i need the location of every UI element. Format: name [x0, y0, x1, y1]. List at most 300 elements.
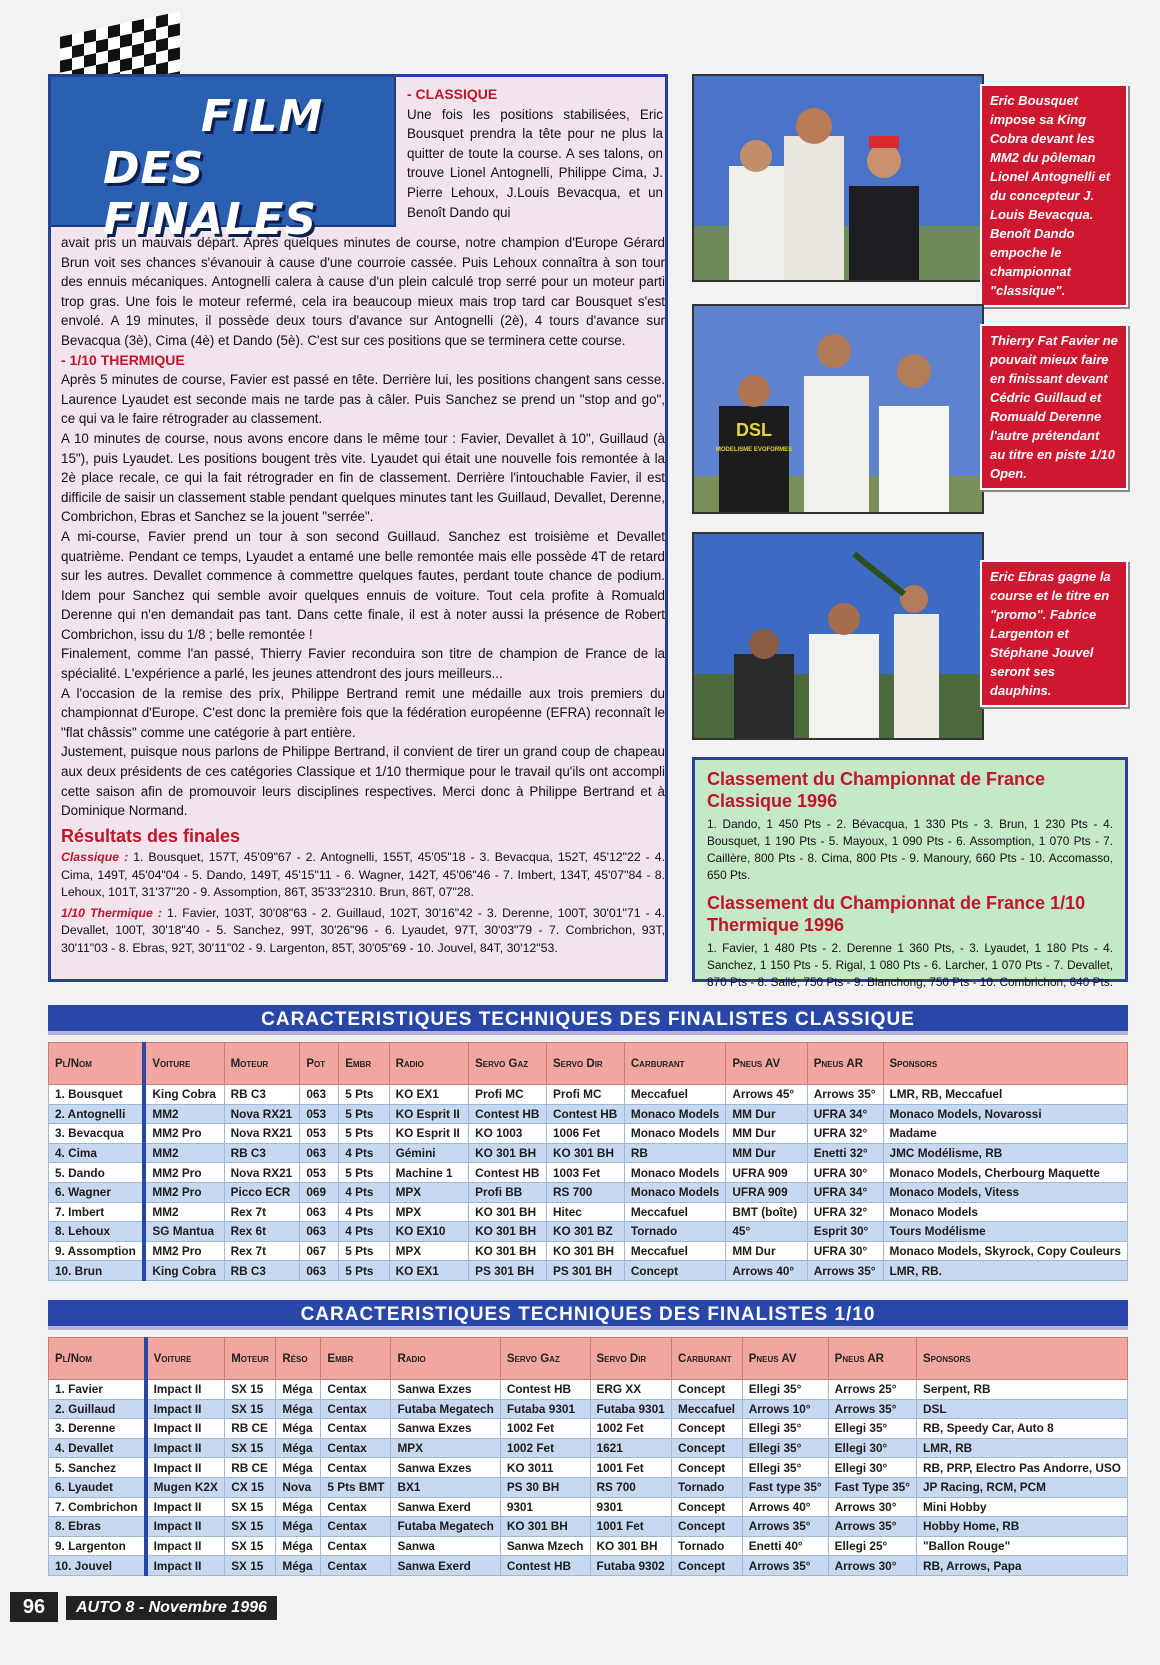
table-cell: 1002 Fet: [500, 1419, 590, 1439]
column-header: Servo Gaz: [469, 1043, 547, 1085]
table-cell: Ellegi 35°: [742, 1438, 828, 1458]
table-header-row: [49, 1338, 1128, 1380]
paragraph-classique-cont: avait pris un mauvais départ. Après quelques minutes de course, notre champion d'Europe Gérard Brun voit ses chances s'évanouir à cause d'une courroie cassée. Puis Lehoux connaîtra à son tour des ennuis mécaniques. Antognelli calera à cause d'un plein calculé trop serré pour un moteur parti trop gras. Une fois le moteur refermé, cela ira beaucoup mieux mais trop tard car Bousquet s'est envolé. A 19 minutes, il possède deux tours d'avance sur Antognelli (2è), 4 tours d'avance sur Bevacqua (3è), Cima (4è) et Dando (5è). C'est sur ces positions que se terminera cette course.: [61, 235, 665, 348]
table-cell: 5. Sanchez: [49, 1458, 146, 1478]
table-cell: 2. Antognelli: [49, 1104, 145, 1124]
table-row: [49, 1556, 1128, 1576]
table-cell: Ellegi 35°: [742, 1419, 828, 1439]
table-cell: Centax: [321, 1497, 391, 1517]
table-cell: 5 Pts: [339, 1124, 389, 1144]
table-cell: Monaco Models: [624, 1104, 725, 1124]
results-classique: [61, 849, 665, 902]
table-cell: 3. Bevacqua: [49, 1124, 145, 1144]
table-cell: 067: [300, 1241, 339, 1261]
table-row: [49, 1438, 1128, 1458]
table-cell: SG Mantua: [144, 1222, 224, 1242]
table-cell: Arrows 35°: [807, 1085, 883, 1105]
paragraph-classique-intro: Une fois les positions stabilisées, Eric Bousquet prendra la tête pour ne plus la quitter de toute la course. A ses talons, on trouve Lionel Antognelli, Philippe Cima, J. Pierre Lehoux, J.Louis Bevacqua, et un Benoît Dando qui: [407, 106, 663, 220]
table-cell: Arrows 30°: [828, 1497, 916, 1517]
table-row: [49, 1085, 1128, 1105]
table-cell: Serpent, RB: [916, 1380, 1127, 1400]
paragraph: A 10 minutes de course, nous avons encore dans le même tour : Favier, Devallet à 10", Guillaud (à 15"), puis Lyaudet. Les positions bougent très vite. Lyaudet qui était une nouvelle fois remontée à la 2è place recale, ce qui la fait rétrograder en fin de classement. Derrière l'intouchable Favier, il est difficile de saisir un classement stable pendant quelques minutes tant les Guillaud, Devallet, Derenne, Combrichon, Ebras et Sanchez se la jouent "serrée".: [61, 430, 665, 525]
table-cell: ERG XX: [590, 1380, 672, 1400]
table-cell: Concept: [672, 1380, 743, 1400]
table-cell: Impact II: [146, 1536, 225, 1556]
magazine-name: AUTO 8 - Novembre 1996: [66, 1596, 277, 1620]
table-cell: KO EX10: [389, 1222, 469, 1242]
table-cell: 8. Ebras: [49, 1517, 146, 1537]
results-thermique-label: 1/10 Thermique :: [61, 905, 162, 920]
table-cell: Profi MC: [547, 1085, 625, 1105]
table-cell: Monaco Models, Cherbourg Maquette: [883, 1163, 1127, 1183]
table-cell: Profi BB: [469, 1182, 547, 1202]
results-classique-text: 1. Bousquet, 157T, 45'09"67 - 2. Antognelli, 155T, 45'05"18 - 3. Bevacqua, 152T, 45'12"22 - 4. Cima, 149T, 45'04"04 - 5. Dando, 149T, 45'15"11 - 6. Wagner, 142T, 45'06"46 - 7. Imbert, 134T, 45'07"84 - 8. Lehoux, 101T, 31'37"20 - 9. Assomption, 86T, 35'33"2310. Brun, 86T, 07"28.: [61, 850, 666, 900]
table-cell: Impact II: [146, 1438, 225, 1458]
results-title: Résultats des finales: [61, 825, 241, 846]
table-cell: Mugen K2X: [146, 1477, 225, 1497]
table-cell: 10. Brun: [49, 1261, 145, 1281]
table-cell: 063: [300, 1202, 339, 1222]
table-header-row: [49, 1043, 1128, 1085]
column-header: Embr: [339, 1043, 389, 1085]
table-cell: Meccafuel: [672, 1399, 743, 1419]
table-cell: Concept: [672, 1497, 743, 1517]
table-cell: 5 Pts: [339, 1261, 389, 1281]
table-cell: Ellegi 25°: [828, 1536, 916, 1556]
table-cell: KO 301 BH: [500, 1517, 590, 1537]
table-thermique: [48, 1337, 1128, 1576]
section-head-classique: - CLASSIQUE: [407, 86, 498, 102]
table-cell: RB, Arrows, Papa: [916, 1556, 1127, 1576]
article-column-intro: [407, 85, 663, 222]
table-cell: MM2: [144, 1202, 224, 1222]
table-cell: Impact II: [146, 1497, 225, 1517]
table-cell: LMR, RB.: [883, 1261, 1127, 1281]
column-header: Sponsors: [883, 1043, 1127, 1085]
table-cell: Monaco Models, Vitess: [883, 1182, 1127, 1202]
championship-classique-title: Classement du Championnat de France Classique 1996: [707, 769, 1046, 811]
table-cell: Picco ECR: [224, 1182, 300, 1202]
table-cell: MM2: [144, 1143, 224, 1163]
table-cell: 3. Derenne: [49, 1419, 146, 1439]
table-cell: Méga: [276, 1438, 321, 1458]
table-classique-title: CARACTERISTIQUES TECHNIQUES DES FINALISTES CLASSIQUE: [48, 1005, 1128, 1035]
table-cell: Nova RX21: [224, 1124, 300, 1144]
table-cell: 5 Pts: [339, 1104, 389, 1124]
title-box: [51, 77, 396, 245]
table-cell: 1002 Fet: [500, 1438, 590, 1458]
table-cell: SX 15: [225, 1399, 276, 1419]
table-cell: PS 301 BH: [547, 1261, 625, 1281]
table-cell: Ellegi 35°: [828, 1419, 916, 1439]
table-cell: 4 Pts: [339, 1202, 389, 1222]
table-row: [49, 1241, 1128, 1261]
table-cell: KO EX1: [389, 1261, 469, 1281]
table-cell: 4 Pts: [339, 1182, 389, 1202]
table-cell: 2. Guillaud: [49, 1399, 146, 1419]
paragraph: A mi-course, Favier prend un tour à son second Guillaud. Sanchez est troisième et Devallet quatrième. Pendant ce temps, Lyaudet a entamé une belle remontée mais elle possède 4T de retard sur les autres. Devallet commence à commettre quelques fautes, perdant toute chance de podium. Idem pour Sanchez qui semble avoir quelques ennuis de voiture. Tout cela profite à Romuald Derenne qui n'en demandait pas tant. Dans cette finale, il est à noter aussi la présence de Robert Combrichon, issu du 1/8 ; belle remontée !: [61, 528, 665, 642]
column-header: Moteur: [225, 1338, 276, 1380]
caption-photo-1: Eric Bousquet impose sa King Cobra devant les MM2 du pôleman Lionel Antognelli et du concepteur J. Louis Bevacqua. Benoît Dando empoche le championnat "classique".: [980, 84, 1128, 307]
table-cell: RB C3: [224, 1085, 300, 1105]
table-row: [49, 1497, 1128, 1517]
table-cell: Profi MC: [469, 1085, 547, 1105]
table-cell: Rex 6t: [224, 1222, 300, 1242]
column-header: Radio: [391, 1338, 500, 1380]
table-cell: KO 301 BH: [547, 1143, 625, 1163]
table-cell: Monaco Models: [624, 1163, 725, 1183]
table-cell: MM Dur: [726, 1143, 807, 1163]
table-cell: MM Dur: [726, 1104, 807, 1124]
table-cell: Méga: [276, 1556, 321, 1576]
shirt-text: DSL: [736, 420, 772, 440]
table-cell: UFRA 30°: [807, 1163, 883, 1183]
table-cell: SX 15: [225, 1517, 276, 1537]
table-cell: 1003 Fet: [547, 1163, 625, 1183]
table-cell: SX 15: [225, 1380, 276, 1400]
table-cell: Contest HB: [500, 1556, 590, 1576]
table-cell: Impact II: [146, 1380, 225, 1400]
table-row: [49, 1517, 1128, 1537]
table-cell: Méga: [276, 1419, 321, 1439]
table-cell: Meccafuel: [624, 1241, 725, 1261]
table-cell: Concept: [672, 1438, 743, 1458]
table-cell: 7. Combrichon: [49, 1497, 146, 1517]
table-cell: UFRA 32°: [807, 1202, 883, 1222]
column-header: Pneus AV: [726, 1043, 807, 1085]
results-thermique: [61, 905, 665, 958]
table-cell: Monaco Models, Novarossi: [883, 1104, 1127, 1124]
table-thermique-title: CARACTERISTIQUES TECHNIQUES DES FINALISTES 1/10: [48, 1300, 1128, 1330]
table-cell: UFRA 909: [726, 1182, 807, 1202]
table-cell: Sanwa Exerd: [391, 1497, 500, 1517]
column-header: Embr: [321, 1338, 391, 1380]
table-cell: Meccafuel: [624, 1202, 725, 1222]
table-cell: Gémini: [389, 1143, 469, 1163]
table-row: [49, 1104, 1128, 1124]
table-cell: Tornado: [672, 1477, 743, 1497]
table-cell: 063: [300, 1143, 339, 1163]
table-row: [49, 1222, 1128, 1242]
table-cell: MM2: [144, 1104, 224, 1124]
column-header: Pl/Nom: [49, 1043, 145, 1085]
table-cell: KO 301 BH: [590, 1536, 672, 1556]
table-cell: Nova: [276, 1477, 321, 1497]
table-cell: DSL: [916, 1399, 1127, 1419]
table-cell: 4. Devallet: [49, 1438, 146, 1458]
table-row: [49, 1419, 1128, 1439]
table-row: [49, 1458, 1128, 1478]
table-cell: Contest HB: [547, 1104, 625, 1124]
table-cell: KO 1003: [469, 1124, 547, 1144]
table-cell: 9301: [500, 1497, 590, 1517]
table-cell: 4 Pts: [339, 1222, 389, 1242]
table-cell: 5 Pts: [339, 1241, 389, 1261]
caption-photo-3: Eric Ebras gagne la course et le titre en "promo". Fabrice Largenton et Stéphane Jouvel seront ses dauphins.: [980, 560, 1128, 707]
table-cell: Machine 1: [389, 1163, 469, 1183]
table-cell: RB CE: [225, 1419, 276, 1439]
table-cell: Arrows 25°: [828, 1380, 916, 1400]
table-cell: MPX: [389, 1202, 469, 1222]
table-cell: Futaba 9301: [590, 1399, 672, 1419]
table-body: [49, 1085, 1128, 1281]
table-cell: 069: [300, 1182, 339, 1202]
championship-thermique-title: Classement du Championnat de France 1/10 Thermique 1996: [707, 893, 1086, 935]
table-cell: Impact II: [146, 1458, 225, 1478]
table-cell: Arrows 10°: [742, 1399, 828, 1419]
table-cell: RB, Speedy Car, Auto 8: [916, 1419, 1127, 1439]
table-cell: 053: [300, 1104, 339, 1124]
table-cell: RB: [624, 1143, 725, 1163]
table-cell: RS 700: [590, 1477, 672, 1497]
table-cell: MM Dur: [726, 1124, 807, 1144]
table-cell: LMR, RB, Meccafuel: [883, 1085, 1127, 1105]
column-header: Pot: [300, 1043, 339, 1085]
table-cell: UFRA 34°: [807, 1182, 883, 1202]
table-cell: KO 301 BH: [469, 1222, 547, 1242]
table-cell: Monaco Models, Skyrock, Copy Couleurs: [883, 1241, 1127, 1261]
column-header: Carburant: [672, 1338, 743, 1380]
table-cell: PS 301 BH: [469, 1261, 547, 1281]
table-cell: Sanwa: [391, 1536, 500, 1556]
table-cell: Méga: [276, 1536, 321, 1556]
table-cell: 6. Lyaudet: [49, 1477, 146, 1497]
results-thermique-text: 1. Favier, 103T, 30'08"63 - 2. Guillaud, 102T, 30'16"42 - 3. Derenne, 100T, 30'01"71 - 4. Devallet, 100T, 30'18"40 - 5. Sanchez, 99T, 30'26"96 - 6. Lyaudet, 97T, 30'03"79 - 7. Combrichon, 93T, 30'11"03 - 8. Ebras, 92T, 30'11"02 - 9. Largenton, 85T, 30'05"69 - 10. Jouvel, 84T, 30'12"53.: [61, 905, 665, 955]
table-cell: Tornado: [624, 1222, 725, 1242]
paragraph: A l'occasion de la remise des prix, Philippe Bertrand remit une médaille aux trois premiers du championnat d'Europe. C'est donc la première fois que la fédération européenne (EFRA) reconnaît le "flat châssis" comme une catégorie à part entière.: [61, 685, 665, 740]
table-cell: 5 Pts: [339, 1085, 389, 1105]
table-cell: 1002 Fet: [590, 1419, 672, 1439]
table-cell: Centax: [321, 1556, 391, 1576]
table-row: [49, 1182, 1128, 1202]
table-cell: Concept: [624, 1261, 725, 1281]
table-row: [49, 1202, 1128, 1222]
table-cell: 9. Assomption: [49, 1241, 145, 1261]
table-cell: KO 301 BH: [469, 1241, 547, 1261]
table-cell: MPX: [389, 1241, 469, 1261]
table-body: [49, 1380, 1128, 1576]
table-cell: Hobby Home, RB: [916, 1517, 1127, 1537]
table-cell: 053: [300, 1163, 339, 1183]
table-cell: Rex 7t: [224, 1241, 300, 1261]
table-cell: 6. Wagner: [49, 1182, 145, 1202]
table-classique: [48, 1042, 1128, 1281]
table-cell: RS 700: [547, 1182, 625, 1202]
title-line-2: DES FINALES: [103, 143, 318, 245]
table-row: [49, 1163, 1128, 1183]
column-header: Réso: [276, 1338, 321, 1380]
table-cell: Futaba 9301: [500, 1399, 590, 1419]
table-cell: Centax: [321, 1536, 391, 1556]
table-cell: MM2 Pro: [144, 1124, 224, 1144]
article-box: [48, 74, 668, 982]
shirt-subtext: MODELISME EVOFORMES: [715, 447, 793, 453]
table-cell: SX 15: [225, 1438, 276, 1458]
photo-podium-thermique: [692, 304, 984, 514]
table-cell: Centax: [321, 1419, 391, 1439]
table-cell: 5 Pts BMT: [321, 1477, 391, 1497]
table-cell: RB, PRP, Electro Pas Andorre, USO: [916, 1458, 1127, 1478]
table-cell: 4 Pts: [339, 1143, 389, 1163]
table-cell: Méga: [276, 1458, 321, 1478]
table-row: [49, 1477, 1128, 1497]
table-cell: BMT (boîte): [726, 1202, 807, 1222]
table-cell: Contest HB: [469, 1104, 547, 1124]
table-cell: UFRA 909: [726, 1163, 807, 1183]
table-cell: KO 301 BH: [469, 1202, 547, 1222]
table-cell: 063: [300, 1085, 339, 1105]
table-cell: Arrows 35°: [828, 1517, 916, 1537]
column-header: Pneus AV: [742, 1338, 828, 1380]
table-cell: Centax: [321, 1458, 391, 1478]
championship-standings: [692, 757, 1128, 989]
table-cell: Nova RX21: [224, 1104, 300, 1124]
table-cell: SX 15: [225, 1497, 276, 1517]
table-row: [49, 1143, 1128, 1163]
table-row: [49, 1380, 1128, 1400]
table-cell: KO Esprit II: [389, 1124, 469, 1144]
table-cell: MM2 Pro: [144, 1241, 224, 1261]
table-cell: Impact II: [146, 1556, 225, 1576]
paragraph: Justement, puisque nous parlons de Philippe Bertrand, il convient de tirer un grand coup de chapeau aux deux présidents de ces catégories Classique et 1/10 thermique pour le travail qu'ils ont accompli cette saison afin de promouvoir leurs disciplines respectives. Merci donc à Philippe Bertrand et à Dominique Normand.: [61, 744, 665, 819]
table-cell: Méga: [276, 1517, 321, 1537]
table-cell: Fast Type 35°: [828, 1477, 916, 1497]
table-cell: 9. Largenton: [49, 1536, 146, 1556]
table-cell: LMR, RB: [916, 1438, 1127, 1458]
table-cell: Impact II: [146, 1419, 225, 1439]
column-header: Pneus AR: [828, 1338, 916, 1380]
table-cell: Arrows 30°: [828, 1556, 916, 1576]
table-cell: King Cobra: [144, 1085, 224, 1105]
table-cell: Futaba Megatech: [391, 1517, 500, 1537]
table-cell: Centax: [321, 1517, 391, 1537]
table-cell: KO 301 BH: [547, 1241, 625, 1261]
table-cell: Arrows 35°: [828, 1399, 916, 1419]
table-cell: MM2 Pro: [144, 1182, 224, 1202]
column-header: Moteur: [224, 1043, 300, 1085]
table-cell: KO EX1: [389, 1085, 469, 1105]
table-cell: Monaco Models: [883, 1202, 1127, 1222]
table-cell: Arrows 35°: [742, 1517, 828, 1537]
table-cell: MPX: [391, 1438, 500, 1458]
column-header: Voiture: [144, 1043, 224, 1085]
table-cell: Madame: [883, 1124, 1127, 1144]
table-cell: KO 301 BH: [469, 1143, 547, 1163]
table-cell: Futaba 9302: [590, 1556, 672, 1576]
column-header: Pl/Nom: [49, 1338, 146, 1380]
table-cell: Tours Modélisme: [883, 1222, 1127, 1242]
table-cell: Concept: [672, 1458, 743, 1478]
table-cell: Sanwa Exerd: [391, 1556, 500, 1576]
table-cell: Nova RX21: [224, 1163, 300, 1183]
table-cell: Ellegi 35°: [742, 1380, 828, 1400]
table-cell: Méga: [276, 1399, 321, 1419]
table-cell: Arrows 35°: [807, 1261, 883, 1281]
table-cell: Méga: [276, 1497, 321, 1517]
table-cell: JMC Modélisme, RB: [883, 1143, 1127, 1163]
column-header: Voiture: [146, 1338, 225, 1380]
table-cell: 053: [300, 1124, 339, 1144]
table-cell: Concept: [672, 1556, 743, 1576]
table-cell: Impact II: [146, 1399, 225, 1419]
table-cell: Sanwa Exzes: [391, 1458, 500, 1478]
table-cell: Centax: [321, 1399, 391, 1419]
table-cell: Hitec: [547, 1202, 625, 1222]
table-cell: 1621: [590, 1438, 672, 1458]
table-cell: Tornado: [672, 1536, 743, 1556]
table-cell: UFRA 30°: [807, 1241, 883, 1261]
table-cell: 1. Bousquet: [49, 1085, 145, 1105]
table-cell: Impact II: [146, 1517, 225, 1537]
column-header: Carburant: [624, 1043, 725, 1085]
table-cell: Meccafuel: [624, 1085, 725, 1105]
table-row: [49, 1536, 1128, 1556]
table-cell: 1001 Fet: [590, 1517, 672, 1537]
table-cell: Arrows 40°: [726, 1261, 807, 1281]
table-cell: RB CE: [225, 1458, 276, 1478]
table-cell: "Ballon Rouge": [916, 1536, 1127, 1556]
column-header: Servo Gaz: [500, 1338, 590, 1380]
championship-classique-text: 1. Dando, 1 450 Pts - 2. Bévacqua, 1 330 Pts - 3. Brun, 1 230 Pts - 4. Bousquet, 1 190 Pts - 5. Mayoux, 1 090 Pts - 6. Assomption, 1 070 Pts - 7. Caillère, 800 Pts - 8. Cima, 800 Pts - 9. Manoury, 660 Pts - 10. Accomasso, 650 Pts.: [707, 817, 1113, 882]
table-cell: Ellegi 35°: [742, 1458, 828, 1478]
table-row: [49, 1124, 1128, 1144]
table-cell: 8. Lehoux: [49, 1222, 145, 1242]
table-cell: Fast type 35°: [742, 1477, 828, 1497]
paragraph: Après 5 minutes de course, Favier est passé en tête. Derrière lui, les positions changent sans cesse. Laurence Lyaudet est seconde mais ne tarde pas à câler. Puis Sanchez se prend un "stop and go", ce qui va le faire rétrograder au classement.: [61, 372, 665, 427]
table-cell: KO 301 BZ: [547, 1222, 625, 1242]
photo-podium-classique: [692, 74, 984, 282]
table-cell: PS 30 BH: [500, 1477, 590, 1497]
table-cell: 5. Dando: [49, 1163, 145, 1183]
table-cell: Concept: [672, 1419, 743, 1439]
column-header: Radio: [389, 1043, 469, 1085]
table-cell: 1. Favier: [49, 1380, 146, 1400]
table-cell: King Cobra: [144, 1261, 224, 1281]
table-cell: UFRA 34°: [807, 1104, 883, 1124]
table-cell: Arrows 40°: [742, 1497, 828, 1517]
section-head-thermique: - 1/10 THERMIQUE: [61, 351, 185, 368]
championship-thermique-text: 1. Favier, 1 480 Pts - 2. Derenne 1 360 Pts, - 3. Lyaudet, 1 180 Pts - 4. Sanchez, 1 150 Pts - 5. Rigal, 1 080 Pts - 6. Larcher, 1 070 Pts - 7. Devallet, 870 Pts - 8. Sallé, 750 Pts - 9. Blanchong, 750 Pts - 10. Combrichon, 640 Pts.: [707, 941, 1113, 989]
table-cell: Ellegi 30°: [828, 1438, 916, 1458]
table-cell: Esprit 30°: [807, 1222, 883, 1242]
table-cell: MM2 Pro: [144, 1163, 224, 1183]
table-cell: Arrows 35°: [742, 1556, 828, 1576]
table-cell: 45°: [726, 1222, 807, 1242]
title-line-1: FILM: [201, 91, 324, 142]
table-cell: Enetti 40°: [742, 1536, 828, 1556]
results-classique-label: Classique :: [61, 850, 129, 865]
column-header: Pneus AR: [807, 1043, 883, 1085]
table-cell: Centax: [321, 1438, 391, 1458]
table-cell: 1001 Fet: [590, 1458, 672, 1478]
table-row: [49, 1399, 1128, 1419]
table-cell: KO 3011: [500, 1458, 590, 1478]
table-cell: Rex 7t: [224, 1202, 300, 1222]
table-cell: Contest HB: [469, 1163, 547, 1183]
table-cell: RB C3: [224, 1143, 300, 1163]
table-cell: Enetti 32°: [807, 1143, 883, 1163]
table-cell: 9301: [590, 1497, 672, 1517]
table-cell: Méga: [276, 1380, 321, 1400]
table-cell: Sanwa Mzech: [500, 1536, 590, 1556]
column-header: Servo Dir: [590, 1338, 672, 1380]
table-cell: 7. Imbert: [49, 1202, 145, 1222]
table-cell: BX1: [391, 1477, 500, 1497]
table-cell: SX 15: [225, 1556, 276, 1576]
table-cell: 5 Pts: [339, 1163, 389, 1183]
photo-champagne: [692, 532, 984, 740]
table-cell: Monaco Models: [624, 1182, 725, 1202]
